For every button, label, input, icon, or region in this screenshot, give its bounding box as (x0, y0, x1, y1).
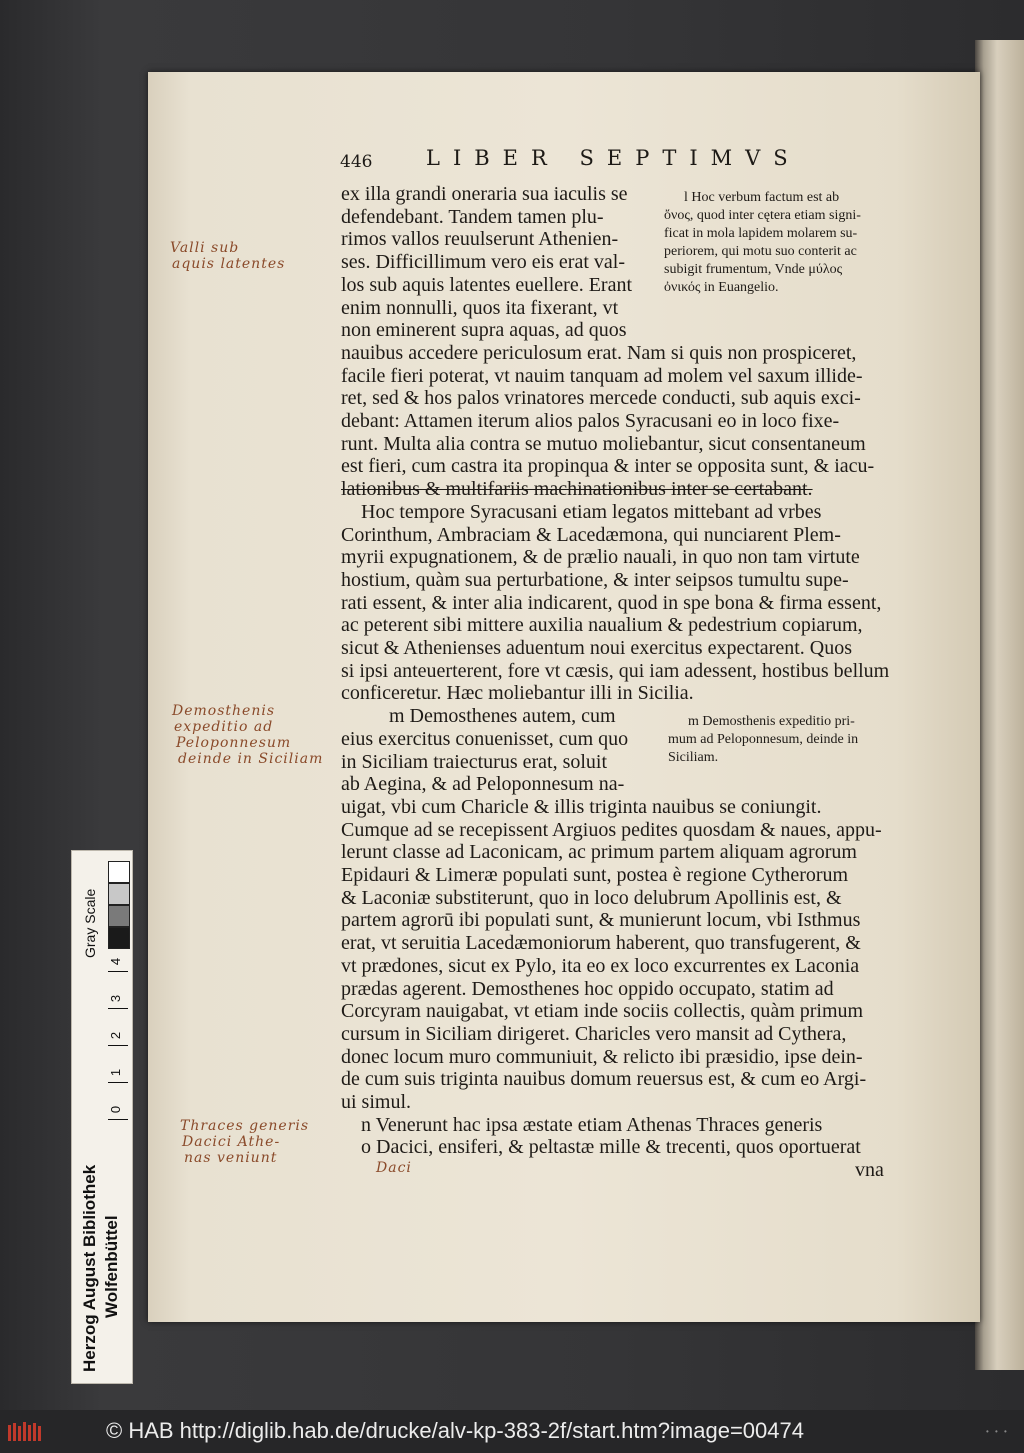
handwritten-note-line: deinde in Siciliam (178, 751, 324, 767)
side-note-line: Siciliam. (668, 750, 719, 765)
body-line: vt prædones, sicut ex Pylo, ita eo ex loco excurrentes ex Laconia (341, 954, 860, 977)
body-line: Hoc tempore Syracusani etiam legatos mittebant ad vrbes (361, 500, 822, 523)
ruler-number: 3 (108, 994, 124, 1003)
running-title: LIBER SEPTIMVS (426, 146, 801, 170)
body-line: eius exercitus conuenisset, cum quo (341, 727, 629, 750)
side-note-line: periorem, qui motu suo conterit ac (664, 244, 857, 259)
body-line: los sub aquis latentes euellere. Erant (341, 273, 633, 296)
side-note-line: subigit frumentum, Vnde μύλος (664, 262, 843, 277)
ruler-number: 4 (108, 957, 124, 966)
body-line: vna (855, 1159, 884, 1182)
body-line: donec locum muro communiuit, & relicto ibi præsidio, ipse dein- (341, 1045, 863, 1068)
body-line: ab Aegina, & ad Peloponnesum na- (341, 773, 625, 796)
body-line: de cum suis triginta nauibus domum reuersus est, & cum eo Argi- (341, 1068, 867, 1091)
body-line: ac peterent sibi mittere auxilia naualium & pedestrium copiarum, (341, 614, 863, 637)
institution-name: Herzog August Bibliothek (80, 1164, 99, 1372)
body-line: myrii expugnationem, & de prælio nauali, in quo non tam virtute (341, 546, 860, 569)
body-line: Corinthum, Ambraciam & Lacedæmona, qui nunciarent Plem- (341, 523, 841, 546)
handwritten-note-line: Valli sub (170, 240, 240, 256)
body-line: si ipsi anteuerterent, fore vt cæsis, qui iam adessent, hostibus bellum (341, 659, 890, 682)
body-line: Epidauri & Limeræ populati sunt, postea è regione Cytherorum (341, 864, 849, 886)
ruler-number: 1 (108, 1068, 124, 1077)
white-swatch (108, 861, 130, 883)
body-line: lerunt classe ad Laconicam, ac primum partem aliquam agrorum (341, 841, 857, 864)
adjacent-page-edge (975, 40, 1024, 1370)
side-note-line: ὀνικός in Euangelio. (664, 280, 779, 295)
gray-scale-label: Gray Scale (82, 888, 98, 958)
footer-dots: • • • (986, 1427, 1009, 1436)
body-line: ex illa grandi oneraria sua iaculis se (341, 183, 628, 205)
body-line: ui simul. (341, 1091, 412, 1113)
body-line: est fieri, cum castra ita propinqua & inter se opposita sunt, & iacu- (341, 455, 875, 478)
ruler-number: 2 (108, 1031, 124, 1040)
body-line: o Dacici, ensiferi, & peltastæ mille & trecenti, quos oportuerat (361, 1136, 861, 1159)
body-line: enim nonnulli, quos ita fixerant, vt (341, 296, 619, 319)
handwritten-note-line: aquis latentes (172, 256, 286, 272)
body-line: & Laconiæ substiterunt, quo in loco delubrum Apollinis est, & (341, 886, 842, 909)
body-line: nauibus accedere periculosum erat. Nam si quis non prospiceret, (341, 341, 857, 364)
hab-logo-icon (8, 1421, 42, 1443)
body-line: rati essent, & inter alia indicarent, quod in spe bona & firma essent, (341, 591, 882, 614)
body-line: ses. Difficillimum vero eis erat val- (341, 251, 625, 274)
side-note-line: ficat in mola lapidem molarem su- (664, 226, 858, 241)
handwritten-note-line: Dacici Athe- (182, 1134, 281, 1150)
body-line: in Siciliam traiecturus erat, soluit (341, 750, 608, 773)
handwritten-note-line: Daci (376, 1160, 412, 1176)
body-line: lationibus & multifariis machinationibus inter se certabant. (341, 478, 813, 501)
body-line: cursum in Siciliam dirigeret. Charicles vero mansit ad Cythera, (341, 1022, 847, 1045)
body-line: conficeretur. Hæc moliebantur illi in Sicilia. (341, 682, 694, 705)
body-line: Corcyram nauigabat, vt etiam inde sociis collectis, quàm primum (341, 1000, 864, 1023)
handwritten-note-line: nas veniunt (184, 1150, 278, 1166)
body-line: sicut & Athenienses aduentum noui exercitus expectarent. Quos (341, 637, 852, 659)
body-line: m Demosthenes autem, cum (389, 705, 616, 728)
side-note-line: l Hoc verbum factum est ab (684, 190, 840, 205)
body-line: hostium, quàm sua perturbatione, & inter seipsos tumultu supe- (341, 568, 849, 591)
body-line: debant: Attamen iterum alios palos Syracusani eo in loco fixe- (341, 410, 840, 432)
body-line: ret, sed & hos palos vrinatores mercede conducti, sub aquis exci- (341, 387, 861, 410)
footer-bar (0, 1410, 1024, 1453)
body-line: Cumque ad se recepissent Argiuos pedites quosdam & naues, appu- (341, 818, 882, 841)
side-note-line: m Demosthenis expeditio pri- (688, 714, 855, 729)
ruler-number: 0 (108, 1105, 124, 1114)
black-swatch (108, 927, 130, 949)
page-number: 446 (340, 152, 373, 172)
handwritten-note-line: Thraces generis (180, 1118, 310, 1134)
side-note-line: ὄνος, quod inter cętera etiam signi- (664, 208, 861, 223)
body-line: uigat, vbi cum Charicle & illis triginta nauibus se coniungit. (341, 795, 822, 818)
body-line: defendebant. Tandem tamen plu- (341, 205, 604, 228)
handwritten-note-line: expeditio ad (174, 719, 274, 735)
institution-city: Wolfenbüttel (102, 1215, 121, 1318)
body-line: prædas agerent. Demosthenes hoc oppido occupato, statim ad (341, 977, 834, 1000)
side-note-line: mum ad Peloponnesum, deinde in (668, 732, 859, 747)
body-line: rimos vallos reuulserunt Athenien- (341, 228, 619, 251)
body-line: non eminerent supra aquas, ad quos (341, 319, 627, 342)
body-line: runt. Multa alia contra se mutuo moliebantur, sicut consentaneum (341, 432, 866, 455)
body-line: facile fieri poterat, vt nauim tanquam ad molem vel saxum illide- (341, 364, 863, 387)
mid-gray-swatch (108, 905, 130, 927)
page-header (340, 146, 830, 174)
light-gray-swatch (108, 883, 130, 905)
body-line: n Venerunt hac ipsa æstate etiam Athenas Thraces generis (361, 1113, 823, 1136)
source-url[interactable]: © HAB http://diglib.hab.de/drucke/alv-kp-383-2f/start.htm?image=00474 (106, 1418, 804, 1443)
handwritten-note-line: Demosthenis (172, 703, 276, 719)
handwritten-note-line: Peloponnesum (176, 735, 292, 751)
body-line: erat, vt seruitia Lacedæmoniorum haberent, quo transfugerent, & (341, 932, 861, 955)
body-line: partem agrorū ibi populati sunt, & munierunt locum, vbi Isthmus (341, 909, 861, 932)
